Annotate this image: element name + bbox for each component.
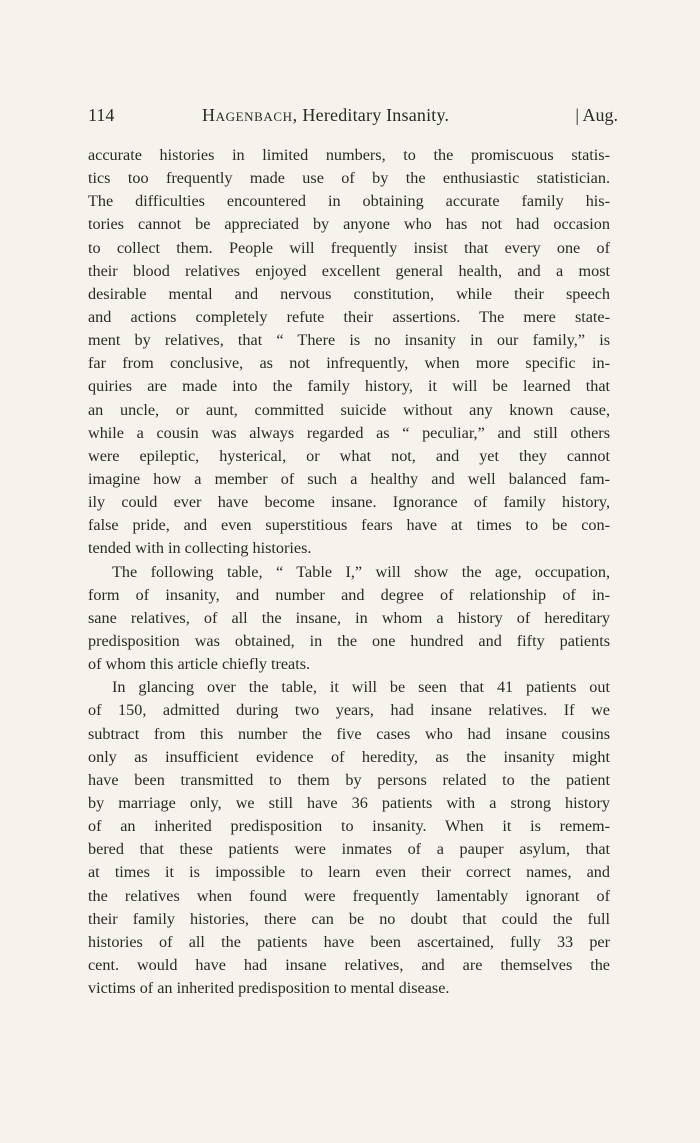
text-line: far from conclusive, as not infrequently, when more specific in- [88,354,610,373]
text-line: have been transmitted to them by persons related to the patient [88,770,610,789]
text-line: tended with in collecting histories. [88,539,312,558]
running-title-text: Hereditary Insanity. [297,105,450,125]
paragraph [88,676,610,1000]
text-line: and actions completely refute their assertions. The mere state- [88,307,610,326]
text-line: form of insanity, and number and degree of relationship of in- [88,585,610,604]
running-head [88,103,618,127]
text-line: an uncle, or aunt, committed suicide without any known cause, [88,400,610,419]
text-line: their blood relatives enjoyed excellent general health, and a most [88,261,610,280]
text-line: sane relatives, of all the insane, in whom a history of hereditary [88,608,610,627]
running-title [202,103,449,127]
text-line: bered that these patients were inmates of a pauper asylum, that [88,840,610,859]
paragraph [88,144,610,561]
text-line: of whom this article chiefly treats. [88,655,311,674]
text-line: of an inherited predisposition to insanity. When it is remem- [88,817,610,836]
text-line: their family histories, there can be no doubt that could the full [88,909,610,928]
text-line: to collect them. People will frequently insist that every one of [88,238,610,257]
text-line: false pride, and even superstitious fears have at times to be con- [88,516,610,535]
text-line: quiries are made into the family history, it will be learned that [88,377,610,396]
text-line: victims of an inherited predisposition to mental disease. [88,979,450,998]
text-line: the relatives when found were frequently lamentably ignorant of [88,886,610,905]
text-line: by marriage only, we still have 36 patients with a strong history [88,793,610,812]
text-line: were epileptic, hysterical, or what not, and yet they cannot [88,446,610,465]
text-line: cent. would have had insane relatives, and are themselves the [88,955,610,974]
running-title-author: Hagenbach, [202,105,298,125]
text-line: In glancing over the table, it will be seen that 41 patients out [112,678,610,697]
running-date: | Aug. [575,105,618,125]
body-text [88,144,610,1000]
text-line: subtract from this number the five cases who had insane cousins [88,724,610,743]
text-line: imagine how a member of such a healthy and well balanced fam- [88,469,610,488]
text-line: histories of all the patients have been ascertained, fully 33 per [88,932,610,951]
text-line: accurate histories in limited numbers, to the promiscuous statis- [88,146,610,164]
text-line: of 150, admitted during two years, had insane relatives. If we [88,701,610,720]
text-line: ment by relatives, that “ There is no insanity in our family,” is [88,331,610,350]
page-number: 114 [88,105,115,125]
text-line: predisposition was obtained, in the one hundred and fifty patients [88,631,610,650]
text-line: ily could ever have become insane. Ignorance of family history, [88,493,610,512]
text-line: while a cousin was always regarded as “ peculiar,” and still others [88,423,610,442]
text-line: The difficulties encountered in obtaining accurate family his- [88,192,610,211]
text-line: tics too frequently made use of by the enthusiastic statistician. [88,169,610,188]
text-line: The following table, “ Table I,” will show the age, occupation, [112,562,610,581]
text-line: tories cannot be appreciated by anyone who has not had occasion [88,215,610,234]
paragraph [88,561,610,677]
text-line: at times it is impossible to learn even their correct names, and [88,863,610,882]
text-line: only as insufficient evidence of heredity, as the insanity might [88,747,610,766]
text-line: desirable mental and nervous constitution, while their speech [88,284,610,303]
